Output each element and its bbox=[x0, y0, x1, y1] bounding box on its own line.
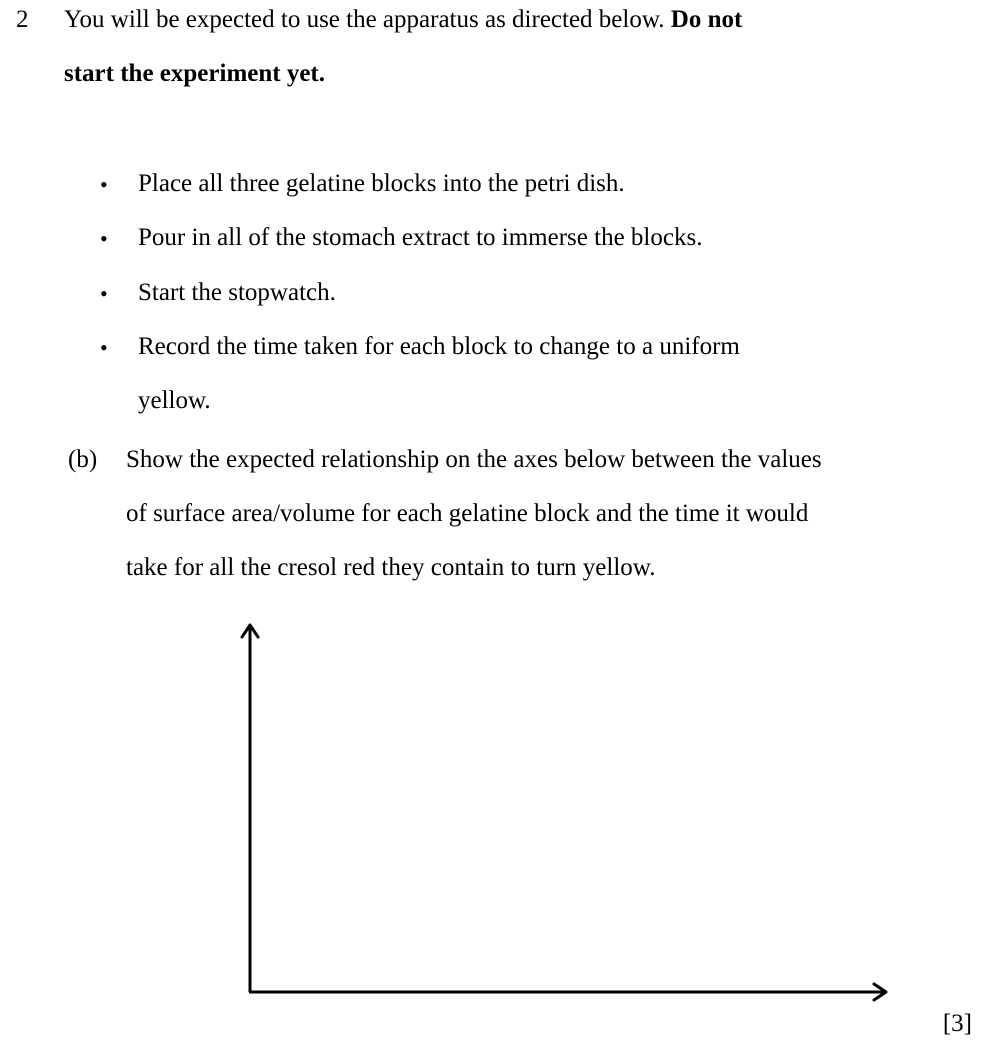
question-number: 2 bbox=[16, 6, 29, 33]
bullet-marker: • bbox=[100, 335, 108, 360]
bullet-marker: • bbox=[100, 281, 108, 306]
instruction-item: Start the stopwatch. bbox=[138, 279, 336, 306]
bullet-marker: • bbox=[100, 172, 108, 197]
intro-bold-text: Do not bbox=[670, 6, 743, 33]
question-intro bbox=[64, 6, 742, 34]
y-axis bbox=[242, 625, 258, 992]
part-b-text-line: take for all the cresol red they contain to turn yellow. bbox=[126, 554, 656, 581]
instruction-item: Pour in all of the stomach extract to immerse the blocks. bbox=[138, 224, 703, 251]
y-axis-arrow-icon bbox=[242, 625, 258, 637]
x-axis-arrow-icon bbox=[874, 984, 886, 1000]
bullet-marker: • bbox=[100, 226, 108, 251]
part-b-text-line: of surface area/volume for each gelatine block and the time it would bbox=[126, 500, 809, 527]
intro-text: You will be expected to use the apparatus as directed below. bbox=[64, 6, 665, 33]
intro-bold-continuation: start the experiment yet. bbox=[64, 60, 326, 87]
part-b-text-line: Show the expected relationship on the axes below between the values bbox=[126, 446, 822, 473]
instruction-item: Record the time taken for each block to change to a uniform bbox=[138, 333, 740, 360]
marks-allocation: [3] bbox=[942, 1010, 972, 1037]
x-axis bbox=[249, 984, 886, 1000]
part-b-label: (b) bbox=[68, 446, 98, 473]
instruction-item-continuation: yellow. bbox=[138, 387, 211, 414]
instruction-item: Place all three gelatine blocks into the petri dish. bbox=[138, 170, 625, 197]
